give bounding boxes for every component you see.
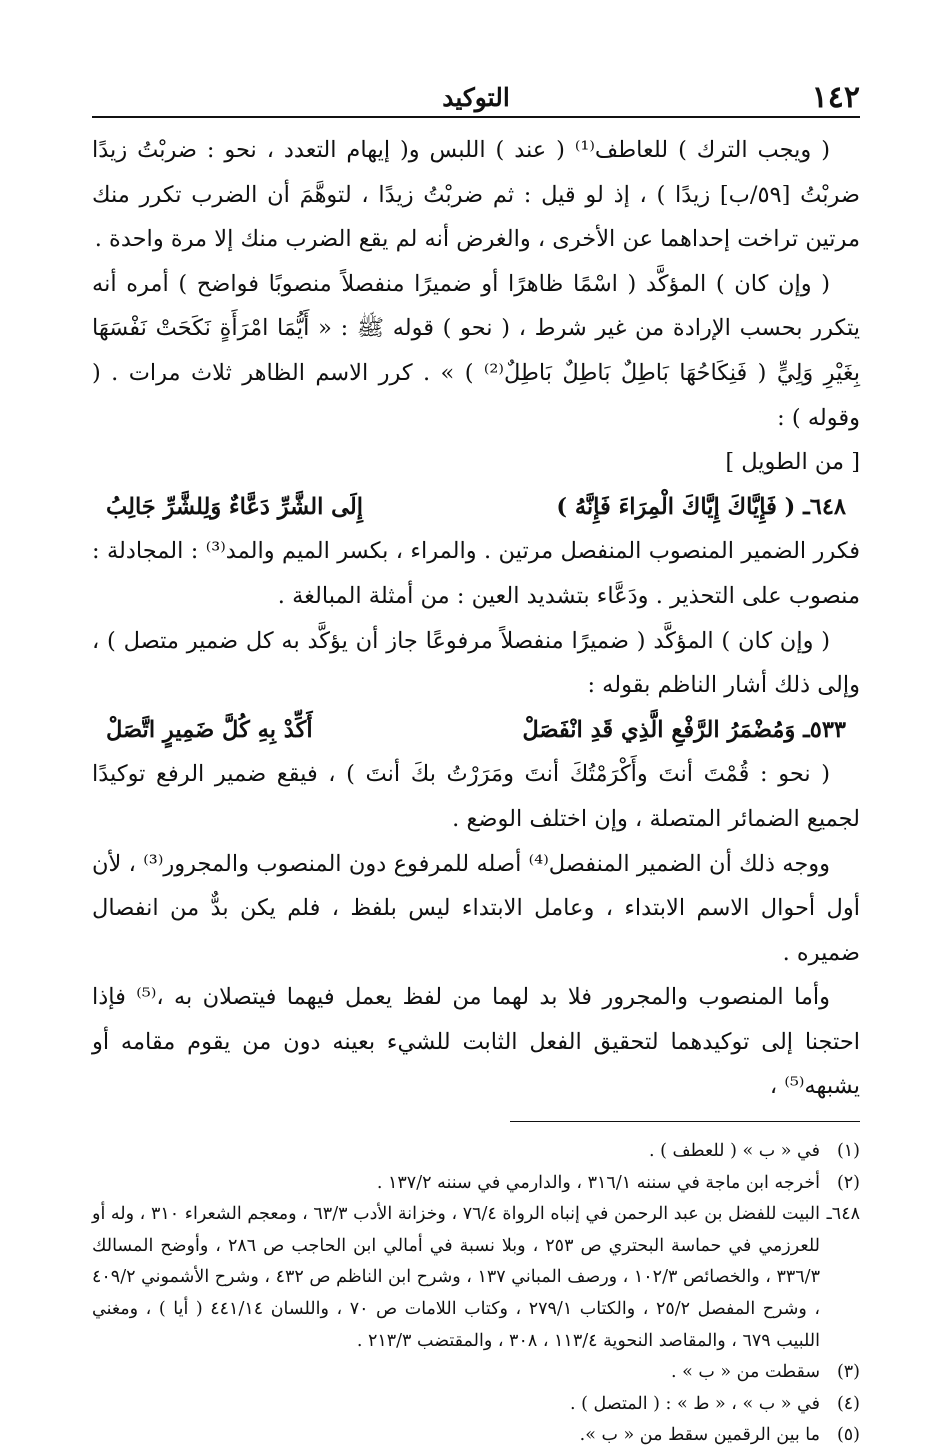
page-header [92,80,860,118]
footnotes [92,1136,860,1452]
meter-label: [ من الطويل ] [725,449,860,476]
footnote [92,1168,860,1200]
footnote [92,1357,860,1389]
main-text [92,128,860,1109]
footnote-text: في « ب » ، « ط » : ( المتصل ) . [570,1393,820,1414]
footnote-number: ٦٤٨ـ [826,1204,860,1225]
footnote-text: سقطت من « ب » . [670,1362,820,1383]
paragraph: فكرر الضمير المنصوب المنفصل مرتين . والمراء ، بكسر الميم والمد⁽³⁾ : المجادلة : منصوب على التحذير . ودَعَّاء بتشديد العين : من أمثلة المبالغة . [92,538,861,609]
footnote-text: ما بين الرقمين سقط من « ب ». [579,1425,820,1446]
footnote-number: (١) [836,1141,860,1162]
verse-line [92,485,860,530]
paragraph: ( ويجب الترك ) للعاطف⁽¹⁾ ( عند ) اللبس و( إيهام التعدد ، نحو : ضربْتُ زيدًا ضربْتُ [٥٩/ب] زيدًا ) ، إذ لو قيل : ثم ضربْتُ زيدًا ، لتوهَّمَ أن الضرب تكرر منك مرتين تراخت إحداهما عن الأخرى ، والغرض أنه لم يقع الضرب منك إلا مرة واحدة . [92,137,860,253]
book-page [92,80,860,1452]
footnote-text: في « ب » ( للعطف ) . [648,1141,820,1162]
paragraph: ووجه ذلك أن الضمير المنفصل⁽⁴⁾ أصله للمرفوع دون المنصوب والمجرور⁽³⁾ ، لأن أول أحوال الاسم الابتداء ، وعامل الابتداء ليس بلفظ ، فلم يكن بدٌّ من انفصال ضميره . [92,850,860,966]
verse-first-hemistich: ٥٣٣ـ وَمُضْمَرُ الرَّفْعِ الَّذِي قَدِ انْفَصَلْ [522,716,846,743]
footnote [92,1420,860,1452]
footnote-number: (٤) [836,1393,860,1414]
footnote-number: (٣) [836,1362,860,1383]
verse-second-hemistich: أَكِّدْ بِهِ كُلَّ ضَمِيرٍ اتَّصَلْ [106,716,313,743]
footnote [92,1199,860,1357]
footnote-text: البيت للفضل بن عبد الرحمن في إنباه الرواة ٧٦/٤ ، وخزانة الأدب ٦٣/٣ ، ومعجم الشعراء ٣١٠ ، وله أو للعرزمي في حماسة البحتري ص ٢٥٣ ، وبلا نسبة في أمالي ابن الحاجب ص ٢٨٦ ، وأوضح المسالك ٣٣٦/٣ ، والخصائص ١٠٢/٣ ، ورصف المباني ١٣٧ ، وشرح ابن الناظم ص ٤٣٢ ، وشرح الأشموني ٤٠٩/٢ ، وشرح المفصل ٢٥/٢ ، والكتاب ٢٧٩/١ ، وكتاب اللامات ص ٧٠ ، واللسان ٤٤١/١٤ ( أيا ) ، ومغني اللبيب ٦٧٩ ، والمقاصد النحوية ١١٣/٤ ، ٣٠٨ ، والمقتضب ٢١٣/٣ . [92,1204,820,1351]
footnote-number: (٢) [836,1172,860,1193]
footnote-divider [510,1121,860,1122]
footnote [92,1389,860,1421]
running-title: التوكيد [442,83,510,112]
verse-first-hemistich: ٦٤٨ـ ( فَإِيَّاكَ إِيَّاكَ الْمِرَاءَ فَإِنَّهُ ) [556,493,846,520]
verse-second-hemistich: إِلَى الشَّرِّ دَعَّاءٌ وَلِلشَّرِّ جَالِبُ [106,493,364,520]
footnote [92,1136,860,1168]
footnote-number: (٥) [836,1425,860,1446]
paragraph: ( وإن كان ) المؤكَّد ( ضميرًا منفصلاً مرفوعًا جاز أن يؤكَّد به كل ضمير متصل ) ، وإلى ذلك أشار الناظم بقوله : [92,627,860,699]
paragraph: ( وإن كان ) المؤكَّد ( اسْمًا ظاهرًا أو ضميرًا منفصلاً منصوبًا فواضح ) أمره أنه يتكرر بحسب الإرادة من غير شرط ، ( نحو ) قوله ﷺ : « أَيُّمَا امْرَأَةٍ نَكَحَتْ نَفْسَهَا بِغَيْرِ وَلِيٍّ ( فَنِكَاحُهَا بَاطِلٌ بَاطِلٌ بَاطِلٌ⁽²⁾ ) » . كرر الاسم الظاهر ثلاث مرات . ( وقوله ) : [92,270,860,431]
paragraph: ( نحو : قُمْتَ أنتَ وأَكْرَمْتُكَ أنتَ ومَرَرْتُ بكَ أنتَ ) ، فيقع ضمير الرفع توكيدًا لجميع الضمائر المتصلة ، وإن اختلف الوضع . [92,761,860,832]
verse-line [92,708,860,753]
footnote-text: أخرجه ابن ماجة في سننه ٣١٦/١ ، والدارمي في سننه ١٣٧/٢ . [376,1172,820,1193]
page-number: ١٤٢ [811,80,860,115]
paragraph: وأما المنصوب والمجرور فلا بد لهما من لفظ يعمل فيهما فيتصلان به ،⁽⁵⁾ فإذا احتجنا إلى توكيدهما لتحقيق الفعل الثابت للشيء بعينه دون من يقوم مقامه أو يشبهه⁽⁵⁾ ، [92,984,860,1100]
